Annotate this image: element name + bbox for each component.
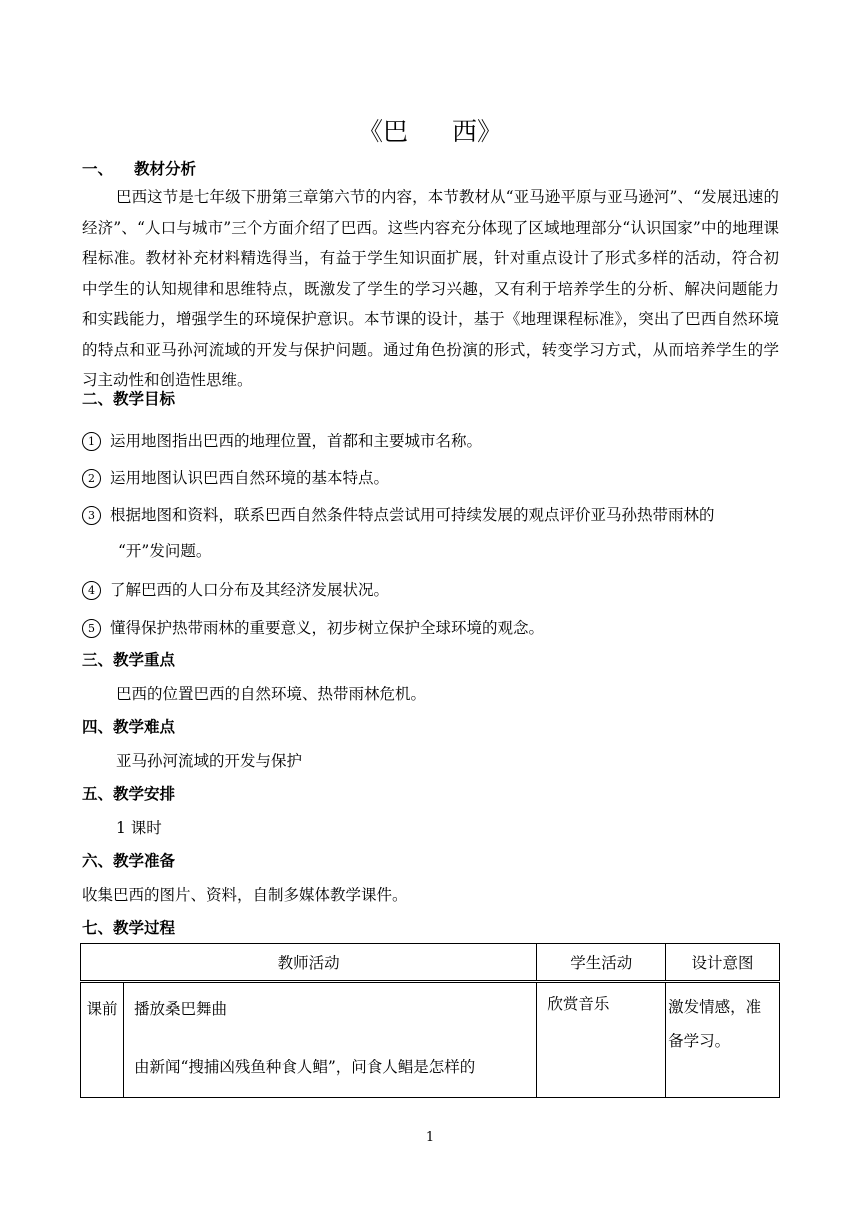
objective-text: 根据地图和资料，联系巴西自然条件特点尝试用可持续发展的观点评价亚马孙热带雨林的	[110, 506, 715, 524]
objective-item	[82, 578, 779, 600]
section-heading-1	[82, 157, 196, 179]
objective-text: 运用地图指出巴西的地理位置，首都和主要城市名称。	[110, 432, 483, 450]
section-heading-3: 三、教学重点	[82, 650, 176, 669]
section-number: 一、	[82, 159, 114, 178]
circled-number: 1	[82, 432, 101, 451]
teacher-activity-line: 播放桑巴舞曲	[133, 1000, 227, 1018]
teacher-activity-cell	[123, 982, 536, 1098]
circled-number: 3	[82, 506, 101, 525]
circled-number: 4	[82, 581, 101, 600]
header-teacher-activity: 教师活动	[81, 944, 537, 982]
document-title	[0, 112, 860, 148]
objective-item	[82, 466, 779, 488]
objective-text-continued: “开”发问题。	[118, 542, 212, 560]
stage-cell: 课前	[81, 982, 124, 1098]
table-header-row	[81, 944, 780, 982]
section-heading-7: 七、教学过程	[82, 918, 176, 937]
page-number: 1	[425, 1130, 435, 1145]
design-intent-line: 备学习。	[668, 1032, 731, 1050]
objective-text: 运用地图认识巴西自然环境的基本特点。	[110, 469, 390, 487]
objective-item	[82, 616, 779, 638]
objective-text: 了解巴西的人口分布及其经济发展状况。	[110, 581, 390, 599]
section-heading-4: 四、教学难点	[82, 717, 176, 736]
section-4-body: 亚马孙河流域的开发与保护	[116, 752, 303, 770]
section-title: 教材分析	[134, 159, 197, 178]
teaching-process-table	[80, 943, 780, 1098]
table-row	[81, 982, 780, 1098]
circled-number: 2	[82, 469, 101, 488]
title-right: 西》	[452, 117, 503, 146]
design-intent-line: 激发情感，准	[668, 998, 762, 1016]
section-heading-2: 二、教学目标	[82, 389, 176, 408]
section-3-body: 巴西的位置巴西的自然环境、热带雨林危机。	[116, 685, 427, 703]
section-heading-5: 五、教学安排	[82, 784, 176, 803]
teacher-activity-line: 由新闻“搜捕凶残鱼种食人鲳”，问食人鲳是怎样的	[133, 1058, 476, 1076]
section-5-body: 1 课时	[116, 819, 162, 837]
header-design-intent: 设计意图	[666, 944, 780, 982]
section-1-body: 巴西这节是七年级下册第三章第六节的内容，本节教材从“亚马逊平原与亚马逊河”、“发展迅速的经济”、“人口与城市”三个方面介绍了巴西。这些内容充分体现了区域地理部分“认识国家”中的地理课程标准。教材补充材料精选得当，有益于学生知识面扩展，针对重点设计了形式多样的活动，符合初中学生的认知规律和思维特点，既激发了学生的学习兴趣，又有利于培养学生的分析、解决问题能力和实践能力，增强学生的环境保护意识。本节课的设计，基于《地理课程标准》，突出了巴西自然环境的特点和亚马孙河流域的开发与保护问题。通过角色扮演的形式，转变学习方式，从而培养学生的学习主动性和创造性思维。	[82, 188, 779, 389]
design-intent-cell	[666, 982, 780, 1098]
header-student-activity: 学生活动	[537, 944, 666, 982]
student-activity-cell: 欣赏音乐	[537, 982, 666, 1098]
objective-text: 懂得保护热带雨林的重要意义，初步树立保护全球环境的观念。	[110, 619, 545, 637]
objective-item	[82, 503, 779, 561]
title-left: 《巴	[357, 117, 408, 146]
section-6-body: 收集巴西的图片、资料，自制多媒体教学课件。	[82, 886, 408, 904]
objective-item	[82, 429, 779, 451]
section-heading-6: 六、教学准备	[82, 851, 176, 870]
circled-number: 5	[82, 619, 101, 638]
